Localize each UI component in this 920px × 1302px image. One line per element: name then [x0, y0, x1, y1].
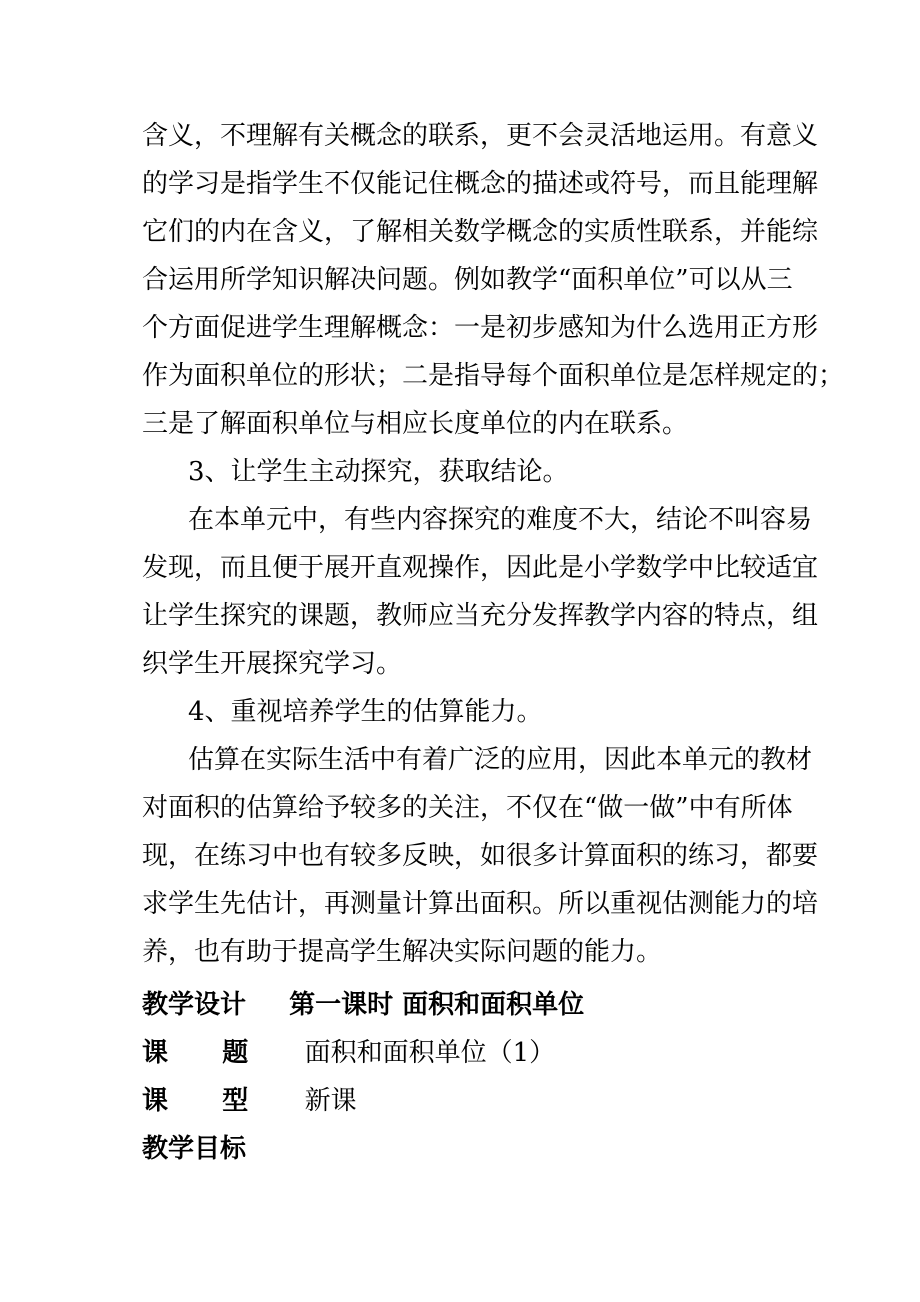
type-label-char: 型 — [222, 1086, 249, 1116]
design-label: 教学设计 — [142, 990, 247, 1020]
lesson-title: 第一课时 面积和面积单位 — [289, 990, 585, 1020]
objectives-heading: 教学目标 — [142, 1134, 247, 1164]
type-label-char: 课 — [142, 1086, 169, 1116]
type-row — [142, 1086, 357, 1116]
paragraph-line: 求学生先估计，再测量计算出面积。所以重视估测能力的培 — [142, 889, 819, 919]
section-heading: 3、让学生主动探究，获取结论。 — [188, 457, 569, 487]
paragraph-line: 的学习是指学生不仅能记住概念的描述或符号，而且能理解 — [142, 169, 819, 199]
paragraph-line: 发现，而且便于展开直观操作，因此是小学数学中比较适宜 — [142, 553, 819, 583]
paragraph-line: 合运用所学知识解决问题。例如教学“面积单位”可以从三 — [142, 265, 793, 295]
type-value: 新课 — [304, 1086, 357, 1116]
topic-label-char: 课 — [142, 1038, 169, 1068]
paragraph-line: 养，也有助于提高学生解决实际问题的能力。 — [142, 937, 663, 967]
paragraph-line: 在本单元中，有些内容探究的难度不大，结论不叫容易 — [188, 505, 813, 535]
design-heading — [142, 990, 584, 1020]
topic-label-char: 题 — [222, 1038, 249, 1068]
paragraph-line: 织学生开展探究学习。 — [142, 649, 403, 679]
paragraph-line: 三是了解面积单位与相应长度单位的内在联系。 — [142, 409, 689, 439]
topic-row — [142, 1038, 555, 1068]
paragraph-line: 含义，不理解有关概念的联系，更不会灵活地运用。有意义 — [142, 121, 819, 151]
paragraph-line: 作为面积单位的形状；二是指导每个面积单位是怎样规定的； — [142, 361, 845, 391]
paragraph-line: 估算在实际生活中有着广泛的应用，因此本单元的教材 — [188, 745, 813, 775]
section-heading: 4、重视培养学生的估算能力。 — [188, 697, 543, 727]
paragraph-line: 让学生探究的课题，教师应当充分发挥教学内容的特点，组 — [142, 601, 819, 631]
paragraph-line: 对面积的估算给予较多的关注，不仅在“做一做”中有所体 — [142, 793, 793, 823]
topic-value: 面积和面积单位（1） — [304, 1038, 556, 1068]
paragraph-line: 现，在练习中也有较多反映，如很多计算面积的练习，都要 — [142, 841, 819, 871]
paragraph-line: 个方面促进学生理解概念：一是初步感知为什么选用正方形 — [142, 313, 819, 343]
paragraph-line: 它们的内在含义，了解相关数学概念的实质性联系，并能综 — [142, 217, 819, 247]
